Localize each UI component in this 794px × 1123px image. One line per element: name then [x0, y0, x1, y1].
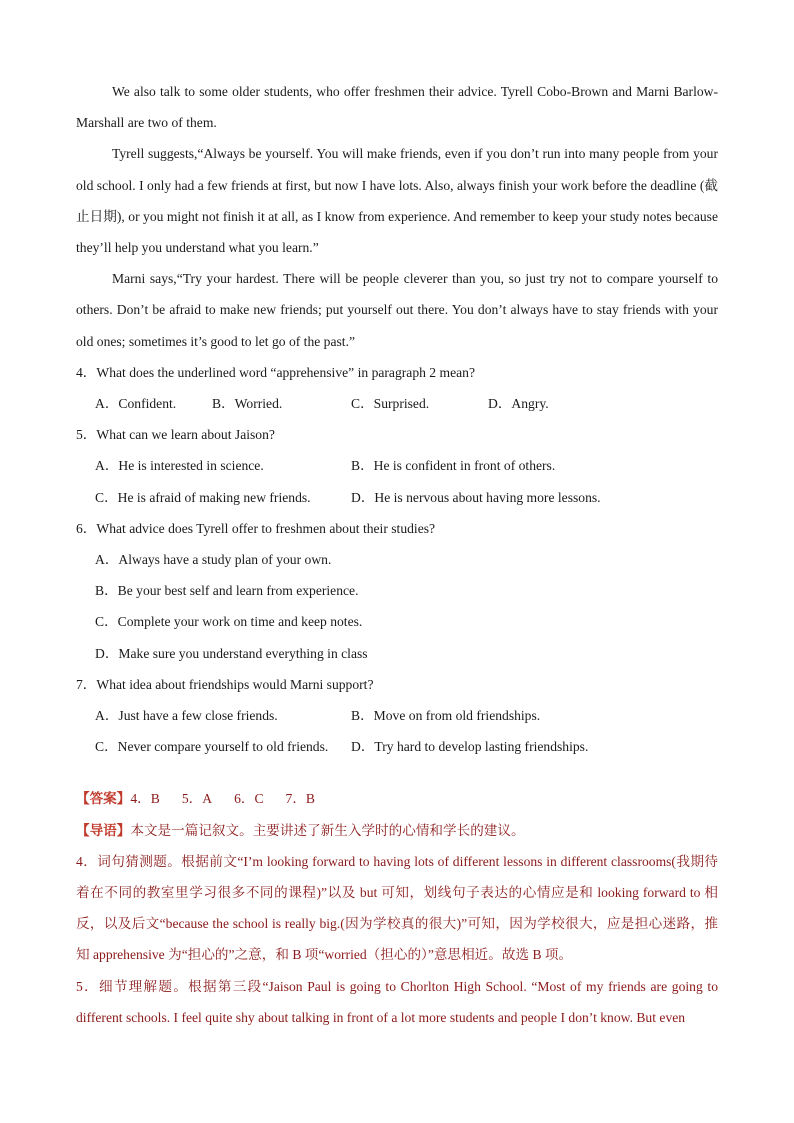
guide-text: 本文是一篇记叙文。主要讲述了新生入学时的心情和学长的建议。 [130, 822, 525, 838]
question-4-option-a: A．Confident. [95, 396, 177, 412]
question-7-options [76, 700, 718, 762]
question-4-option-b: B．Worried. [212, 396, 283, 412]
question-5-option-b: B．He is confident in front of others. [351, 458, 556, 474]
answer-item-6: 6．C [234, 791, 264, 807]
passage-paragraph-1: We also talk to some older students, who offer freshmen their advice. Tyrell Cobo-Brown and Marni Barlow-Marshall are two of them. [76, 84, 718, 131]
question-4-option-c: C．Surprised. [351, 396, 430, 412]
passage-paragraph-3: Marni says,“Try your hardest. There will be people cleverer than you, so just try not to compare yourself to others. Don’t be afraid to make new friends; put yourself out there. You don’t always have to stay friends with your old ones; sometimes it’s good to let go of the past.” [76, 271, 718, 349]
guide-label: 【导语】 [76, 822, 131, 838]
explanation-5: 5．细节理解题。根据第三段“Jaison Paul is going to Chorlton High School. “Most of my friends are going to different schools. I feel quite shy about talking in front of a lot more students and people I don’t know. But even [76, 978, 718, 1025]
question-6-options [76, 544, 718, 669]
answer-item-4: 4．B [130, 791, 160, 807]
question-7 [76, 669, 718, 763]
question-6 [76, 513, 718, 669]
question-6-option-c: C．Complete your work on time and keep notes. [95, 614, 363, 630]
question-5-options [76, 450, 718, 512]
answer-label: 【答案】 [76, 791, 131, 807]
question-7-option-a: A．Just have a few close friends. [95, 708, 278, 724]
question-5-option-a: A．He is interested in science. [95, 458, 264, 474]
question-5-option-d: D．He is nervous about having more lessons. [351, 489, 601, 505]
question-6-option-b: B．Be your best self and learn from experience. [95, 583, 359, 599]
passage-paragraph-2: Tyrell suggests,“Always be yourself. You will make friends, even if you don’t run into many people from your old school. I only had a few friends at first, but now I have lots. Also, always finish your work before the deadline (截止日期), or you might not finish it at all, as I know from experience. And remember to keep your study notes because they’ll help you understand what you learn.” [76, 146, 718, 256]
document-page [76, 76, 718, 1033]
question-7-stem: 7．What idea about friendships would Marni support? [76, 676, 374, 692]
question-5 [76, 419, 718, 513]
question-5-option-c: C．He is afraid of making new friends. [95, 489, 311, 505]
question-4-options [76, 388, 718, 419]
answer-section [76, 783, 718, 1033]
question-4-option-d: D．Angry. [488, 396, 549, 412]
question-6-stem: 6．What advice does Tyrell offer to freshmen about their studies? [76, 520, 436, 536]
question-6-option-d: D．Make sure you understand everything in class [95, 645, 368, 661]
answer-item-7: 7．B [285, 791, 315, 807]
question-7-option-b: B．Move on from old friendships. [351, 708, 541, 724]
answer-key [76, 783, 718, 814]
question-4 [76, 357, 718, 419]
question-7-option-c: C．Never compare yourself to old friends. [95, 739, 329, 755]
explanation-4: 4．词句猜测题。根据前文“I’m looking forward to having lots of different lessons in different classrooms(我期待着在不同的教室里学习很多不同的课程)”以及 but 可知，划线句子表达的心情应是和 looking forward to 相反，以及后文“because the school is really big.(因为学校真的很大)”可知，因为学校很大，应是担心迷路，推知 apprehensive 为“担心的”之意，和 B 项“worried（担心的）”意思相近。故选 B 项。 [76, 853, 718, 963]
answer-item-5: 5．A [181, 791, 213, 807]
guide-line [76, 815, 718, 846]
question-6-option-a: A．Always have a study plan of your own. [95, 552, 332, 568]
question-7-option-d: D．Try hard to develop lasting friendships. [351, 739, 589, 755]
question-4-stem: 4．What does the underlined word “apprehensive” in paragraph 2 mean? [76, 364, 475, 380]
question-5-stem: 5．What can we learn about Jaison? [76, 427, 275, 443]
